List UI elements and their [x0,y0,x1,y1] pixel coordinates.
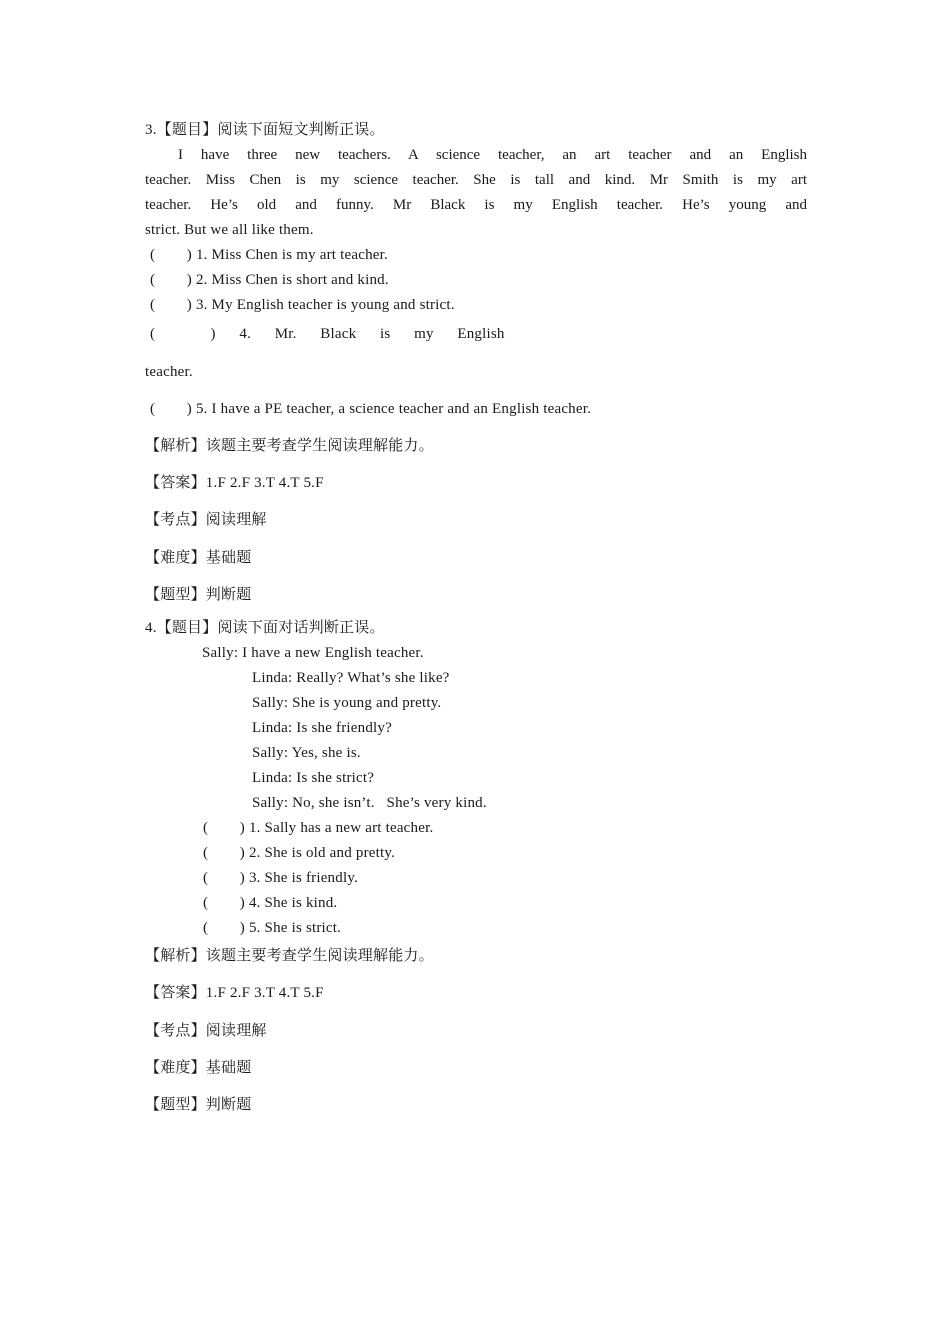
q3-knowledge-point: 【考点】阅读理解 [145,512,267,528]
q3-analysis: 【解析】该题主要考查学生阅读理解能力。 [145,438,434,454]
q4-dialogue-line-7: Sally: No, she isn’t. She’s very kind. [252,795,487,811]
q3-passage-line-4: strict. But we all like them. [145,222,314,238]
q4-dialogue-line-3: Sally: She is young and pretty. [252,695,442,711]
q3-item-4-continued: teacher. [145,364,193,380]
q4-dialogue-line-4: Linda: Is she friendly? [252,720,392,736]
q4-question-type: 【题型】判断题 [145,1097,252,1113]
q3-difficulty: 【难度】基础题 [145,550,252,566]
q3-item-4: ( ) 4. Mr. Black is my English [150,326,505,342]
q3-item-1: ( ) 1. Miss Chen is my art teacher. [150,247,388,263]
q4-answer: 【答案】1.F 2.F 3.T 4.T 5.F [145,985,324,1001]
q4-dialogue-line-2: Linda: Really? What’s she like? [252,670,450,686]
q4-item-5: ( ) 5. She is strict. [203,920,342,936]
q4-dialogue-line-5: Sally: Yes, she is. [252,745,361,761]
q4-item-3: ( ) 3. She is friendly. [203,870,359,886]
q4-heading: 4.【题目】阅读下面对话判断正误。 [145,620,385,636]
q3-passage-line-3: teacher. He’s old and funny. Mr Black is my English teacher. He’s young and [145,197,807,213]
q4-analysis: 【解析】该题主要考查学生阅读理解能力。 [145,948,434,964]
q4-dialogue-line-1: Sally: I have a new English teacher. [202,645,424,661]
q3-heading: 3.【题目】阅读下面短文判断正误。 [145,122,385,138]
q3-item-5: ( ) 5. I have a PE teacher, a science teacher and an English teacher. [150,401,592,417]
q4-knowledge-point: 【考点】阅读理解 [145,1023,267,1039]
q4-difficulty: 【难度】基础题 [145,1060,252,1076]
q4-dialogue-line-6: Linda: Is she strict? [252,770,375,786]
q3-answer: 【答案】1.F 2.F 3.T 4.T 5.F [145,475,324,491]
q3-passage-line-1: I have three new teachers. A science teacher, an art teacher and an English [178,147,807,163]
q4-item-1: ( ) 1. Sally has a new art teacher. [203,820,434,836]
q3-item-2: ( ) 2. Miss Chen is short and kind. [150,272,389,288]
q3-question-type: 【题型】判断题 [145,587,252,603]
q4-item-2: ( ) 2. She is old and pretty. [203,845,396,861]
q3-passage-line-2: teacher. Miss Chen is my science teacher. She is tall and kind. Mr Smith is my art [145,172,807,188]
q3-item-3: ( ) 3. My English teacher is young and strict. [150,297,455,313]
q4-item-4: ( ) 4. She is kind. [203,895,338,911]
